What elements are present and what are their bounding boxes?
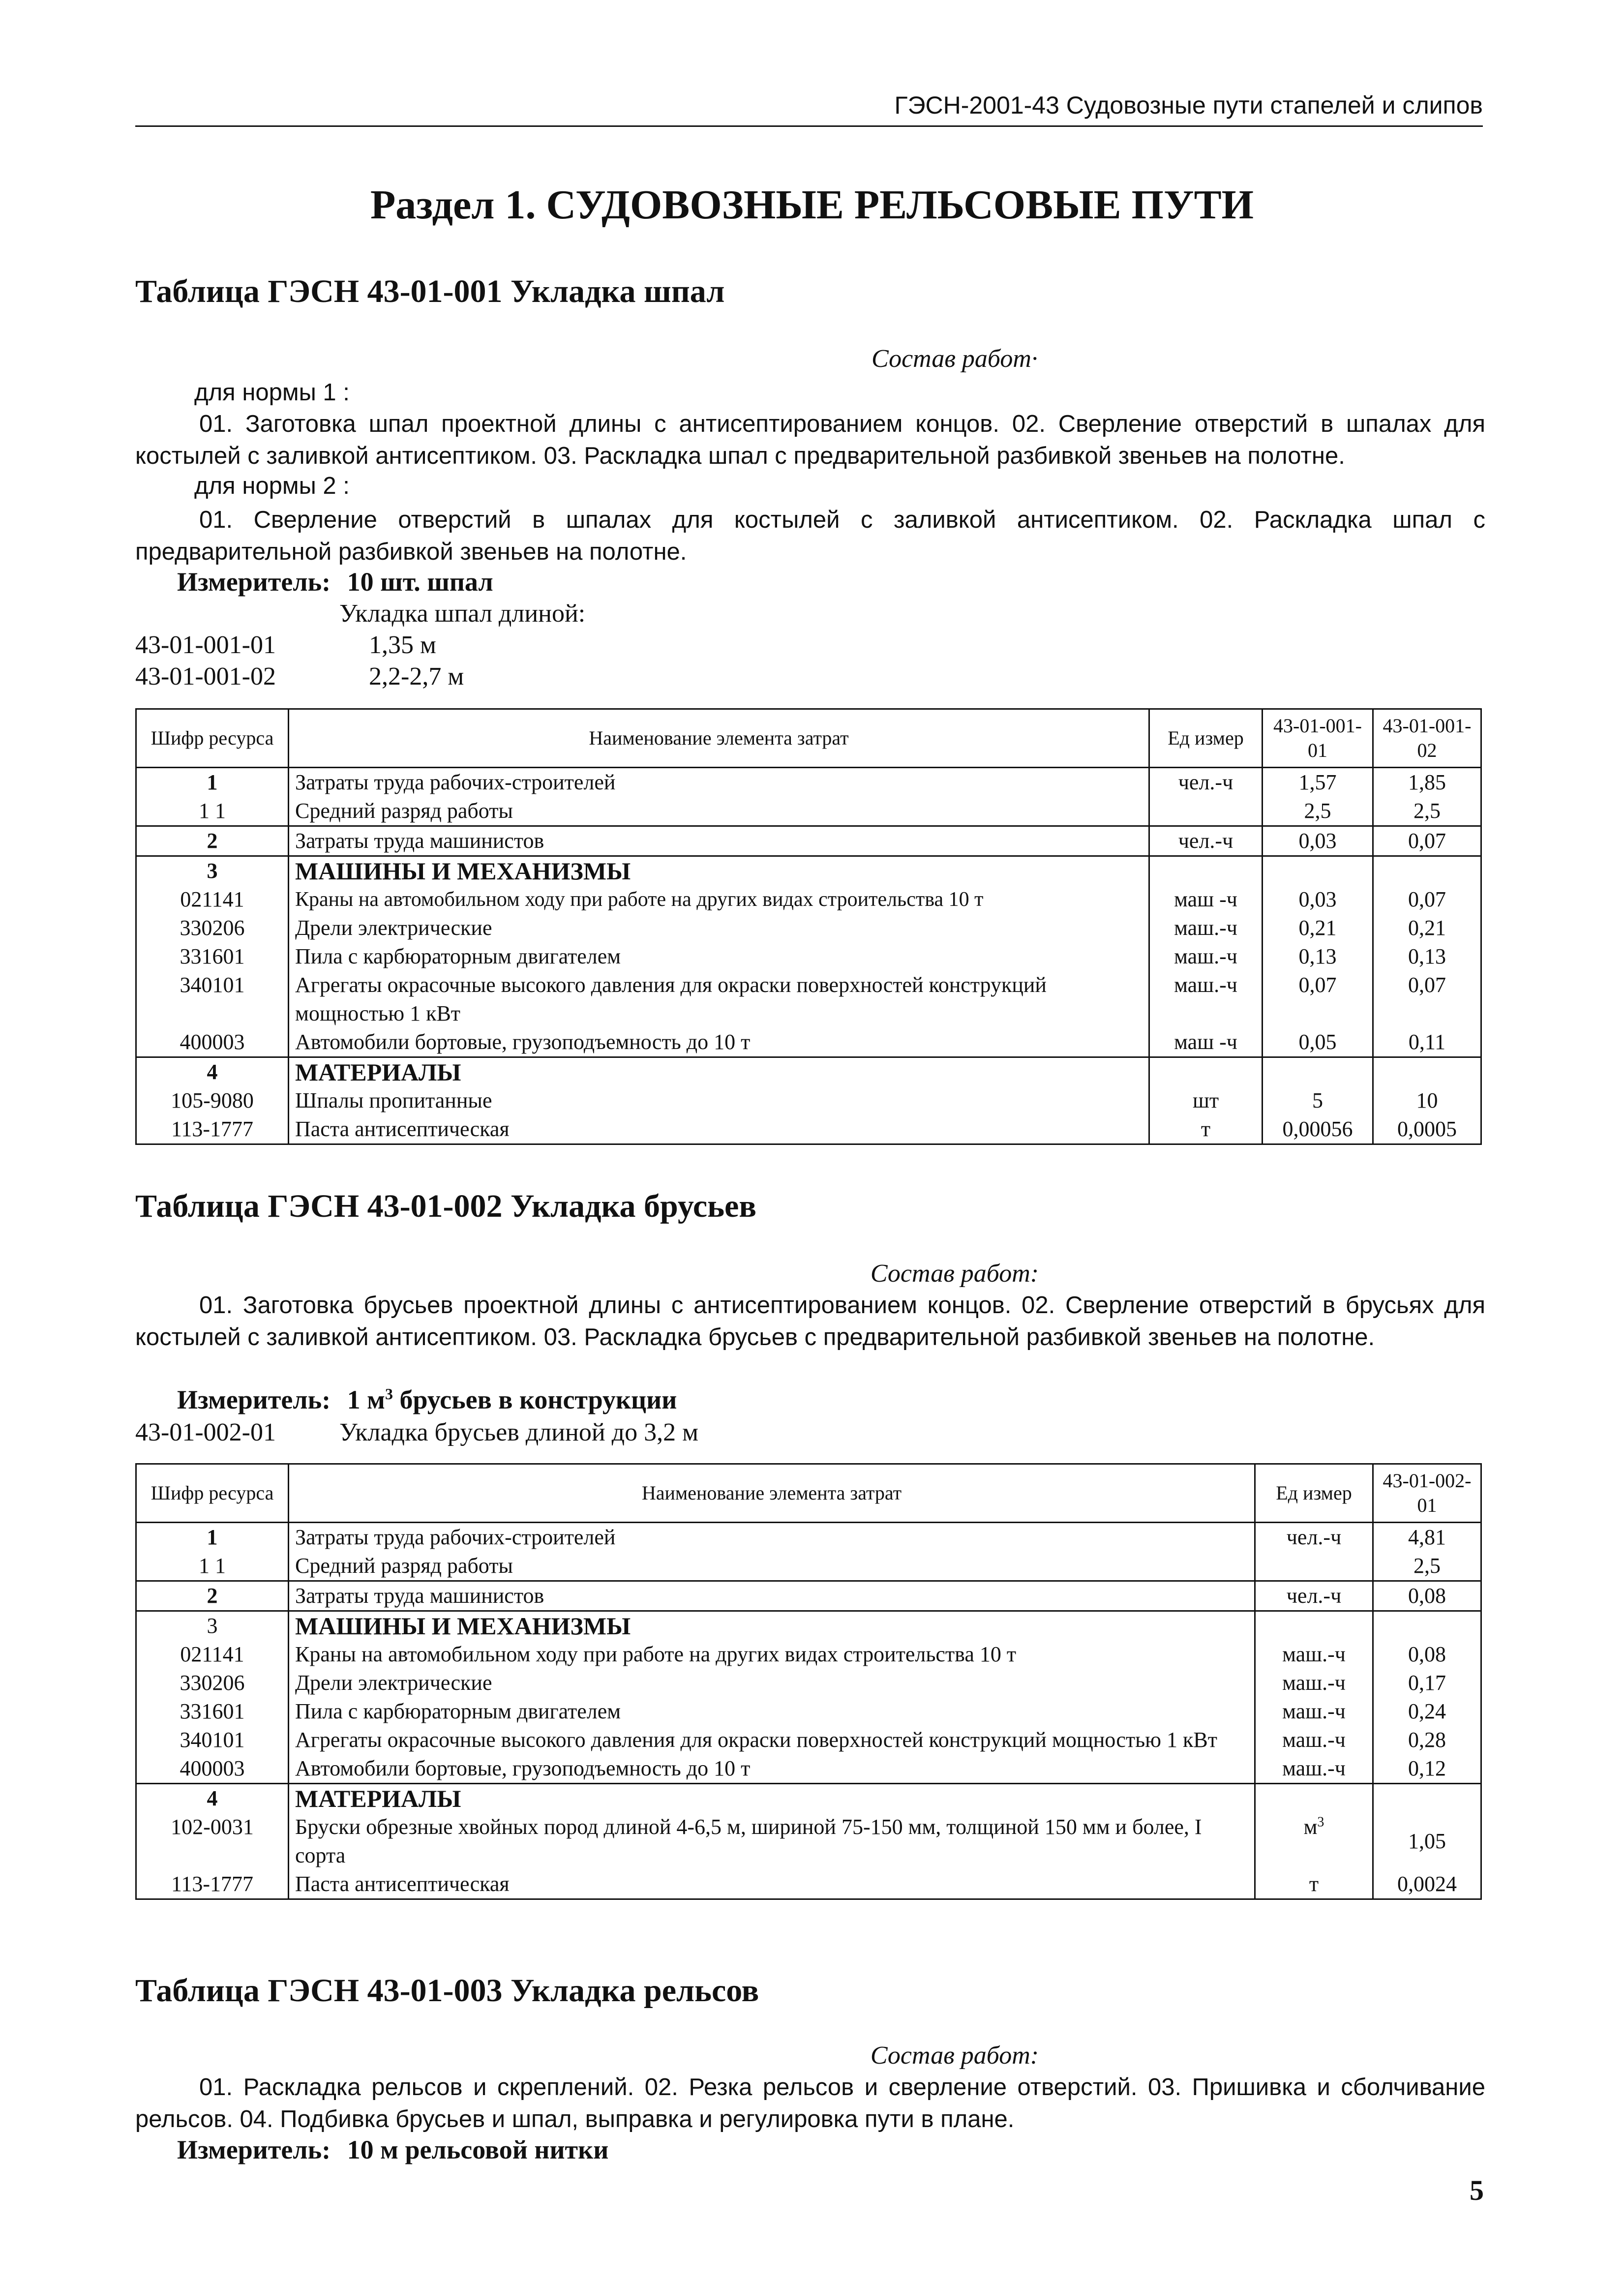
norm1-text: 01. Заготовка шпал проектной длины с антисептированием концов. 02. Сверление отверстий в шпалах для костылей с заливкой антисептиком. 03. Раскладка шпал с предварительной разбивкой звеньев на полотне. [135,411,1485,469]
norm2-label: для нормы 2 : [194,473,350,499]
variant-code: 43-01-002-01 [135,1418,276,1446]
cell-value: 0,0024 [1373,1870,1481,1899]
col-header-norm-1: 43-01-002-01 [1373,1464,1481,1523]
cell-value [1373,856,1481,886]
table-row [136,1813,1481,1870]
cell-unit: т [1149,1115,1263,1144]
cell-value: 0,24 [1373,1697,1481,1726]
table-row [136,768,1481,797]
unit-superscript: 3 [1317,1814,1324,1830]
cell-unit: маш.-ч [1255,1669,1373,1697]
cell-value: 0,07 [1373,971,1481,1028]
cell-code: 4 [136,1057,289,1087]
cell-unit: маш -ч [1149,885,1263,914]
cell-value: 0,0005 [1373,1115,1481,1144]
cell-value: 0,13 [1263,942,1373,971]
cell-value: 0,21 [1373,914,1481,942]
cell-unit [1149,797,1263,826]
cell-unit: чел.-ч [1255,1523,1373,1552]
cell-unit [1149,856,1263,886]
cell-value: 0,05 [1263,1028,1373,1057]
cell-unit: шт [1149,1086,1263,1115]
cell-value: 2,5 [1373,1552,1481,1581]
table-row [136,1669,1481,1697]
cell-name: Пила с карбюраторным двигателем [289,942,1149,971]
variant-desc: Укладка брусьев длиной до 3,2 м [339,1418,699,1446]
cell-unit: маш -ч [1149,1028,1263,1057]
cell-code: 330206 [136,914,289,942]
table-row [136,1784,1481,1813]
cell-unit [1255,1813,1373,1870]
cell-value: 0,00056 [1263,1115,1373,1144]
cell-unit [1255,1611,1373,1641]
cell-name: Затраты труда рабочих-строителей [289,768,1149,797]
cell-value: 0,07 [1263,971,1373,1028]
cell-value: 0,03 [1263,885,1373,914]
cell-unit: маш.-ч [1149,914,1263,942]
cell-code: 331601 [136,942,289,971]
table-row [136,914,1481,942]
col-header-name: Наименование элемента затрат [289,709,1149,768]
cell-value: 10 [1373,1086,1481,1115]
table-row [136,797,1481,826]
cell-code: 3 [136,1611,289,1641]
cell-name: Средний разряд работы [289,1552,1255,1581]
variant-row [135,1418,698,1447]
group-heading-materials: МАТЕРИАЛЫ [289,1784,1255,1813]
cell-name: Затраты труда рабочих-строителей [289,1523,1255,1552]
col-header-norm-2: 43-01-001-02 [1373,709,1481,768]
cell-value [1263,1057,1373,1087]
table-row [136,1870,1481,1899]
table-row [136,971,1481,1028]
cell-name: Паста антисептическая [289,1115,1149,1144]
cell-code: 102-0031 [136,1813,289,1870]
table-row [136,1697,1481,1726]
cell-code: 1 [136,1523,289,1552]
cell-name: Дрели электрические [289,914,1149,942]
group-heading-machines: МАШИНЫ И МЕХАНИЗМЫ [289,1611,1255,1641]
cell-code: 2 [136,826,289,856]
table-row [136,826,1481,856]
cell-name: Краны на автомобильном ходу при работе на других видах строительства 10 т [289,1640,1255,1669]
cell-unit: маш.-ч [1255,1640,1373,1669]
cell-name: Дрели электрические [289,1669,1255,1697]
table-title-43-01-002: Таблица ГЭСН 43-01-002 Укладка брусьев [135,1188,756,1224]
cell-code: 021141 [136,1640,289,1669]
table-row [136,1581,1481,1611]
table-row [136,1552,1481,1581]
cell-code: 340101 [136,971,289,1028]
variant-row [135,662,464,691]
table-row [136,1057,1481,1087]
cell-name: Пила с карбюраторным двигателем [289,1697,1255,1726]
resource-table-43-01-002 [135,1463,1482,1900]
cell-unit: чел.-ч [1255,1581,1373,1611]
cell-unit: чел.-ч [1149,768,1263,797]
cell-code: 113-1777 [136,1115,289,1144]
cell-value [1263,856,1373,886]
group-heading-materials: МАТЕРИАЛЫ [289,1057,1149,1087]
col-header-name: Наименование элемента затрат [289,1464,1255,1523]
meter-line [177,2134,608,2165]
cell-name: Бруски обрезные хвойных пород длиной 4-6,5 м, шириной 75-150 мм, толщиной 150 мм и более, I сорта [289,1813,1255,1870]
col-header-unit: Ед измер [1255,1464,1373,1523]
cell-value [1373,1784,1481,1813]
cell-unit: маш.-ч [1149,971,1263,1028]
cell-unit: чел.-ч [1149,826,1263,856]
cell-name: Автомобили бортовые, грузоподъемность до 10 т [289,1754,1255,1784]
cell-value: 0,11 [1373,1028,1481,1057]
col-header-unit: Ед измер [1149,709,1263,768]
table-row [136,1611,1481,1641]
resource-table-43-01-001 [135,708,1482,1145]
cell-value: 0,13 [1373,942,1481,971]
variant-desc: 1,35 м [369,631,436,659]
composition-heading: Состав работ: [870,2042,1039,2070]
meter-line [177,567,493,597]
variant-code: 43-01-001-02 [135,662,276,691]
composition-heading: Состав работ: [870,1260,1039,1288]
cell-code: 331601 [136,1697,289,1726]
table-title-43-01-001: Таблица ГЭСН 43-01-001 Укладка шпал [135,273,725,309]
cell-value: 0,17 [1373,1669,1481,1697]
page-number: 5 [1470,2174,1484,2206]
cell-unit: маш.-ч [1255,1697,1373,1726]
meter-label: Измеритель: [177,567,331,597]
cell-name: Шпалы пропитанные [289,1086,1149,1115]
cell-name: Паста антисептическая [289,1870,1255,1899]
norm2-text: 01. Сверление отверстий в шпалах для костылей с заливкой антисептиком. 02. Раскладка шпал с предварительной разбивкой звеньев на полотне. [135,507,1485,565]
cell-value [1373,1611,1481,1641]
cell-code: 3 [136,856,289,886]
col-header-code: Шифр ресурса [136,709,289,768]
cell-value: 1,57 [1263,768,1373,797]
cell-unit: т [1255,1870,1373,1899]
cell-value: 2,5 [1263,797,1373,826]
table-row [136,942,1481,971]
meter-line [177,1384,677,1415]
cell-unit: маш.-ч [1255,1754,1373,1784]
cell-unit: маш.-ч [1149,942,1263,971]
cell-name: Затраты труда машинистов [289,826,1149,856]
cell-value: 0,08 [1373,1581,1481,1611]
cell-name: Краны на автомобильном ходу при работе на других видах строительства 10 т [289,885,1149,914]
table-row [136,1726,1481,1754]
cell-name: Средний разряд работы [289,797,1149,826]
cell-code: 340101 [136,1726,289,1754]
cell-unit: маш.-ч [1255,1726,1373,1754]
meter-value: 10 шт. шпал [347,567,493,597]
table-row [136,1115,1481,1144]
meter-value-rest: брусьев в конструкции [392,1385,677,1414]
unit-text: м [1303,1815,1318,1839]
cell-unit [1149,1057,1263,1087]
running-header: ГЭСН-2001-43 Судовозные пути стапелей и слипов [135,91,1483,127]
section-title: Раздел 1. СУДОВОЗНЫЕ РЕЛЬСОВЫЕ ПУТИ [370,182,1254,228]
meter-superscript: 3 [385,1385,393,1403]
cell-code: 2 [136,1581,289,1611]
norm1-label: для нормы 1 : [194,379,350,406]
cell-name: Автомобили бортовые, грузоподъемность до 10 т [289,1028,1149,1057]
cell-value: 0,28 [1373,1726,1481,1754]
cell-code: 400003 [136,1028,289,1057]
cell-code: 105-9080 [136,1086,289,1115]
cell-code: 1 [136,768,289,797]
cell-code: 021141 [136,885,289,914]
cell-value: 0,07 [1373,885,1481,914]
cell-code: 4 [136,1784,289,1813]
group-heading-machines: МАШИНЫ И МЕХАНИЗМЫ [289,856,1149,886]
cell-name: Затраты труда машинистов [289,1581,1255,1611]
variant-code: 43-01-001-01 [135,631,276,659]
composition-text: 01. Раскладка рельсов и скреплений. 02. Резка рельсов и сверление отверстий. 03. Пришивка и сболчивание рельсов. 04. Подбивка брусьев и шпал, выправка и регулировка пути в плане. [135,2074,1485,2132]
table-row [136,1640,1481,1669]
table-title-43-01-003: Таблица ГЭСН 43-01-003 Укладка рельсов [135,1973,759,2009]
col-header-norm-1: 43-01-001-01 [1263,709,1373,768]
variant-heading: Укладка шпал длиной: [339,600,586,628]
cell-code: 113-1777 [136,1870,289,1899]
cell-value: 0,07 [1373,826,1481,856]
cell-unit [1255,1784,1373,1813]
cell-value: 0,21 [1263,914,1373,942]
cell-value: 0,12 [1373,1754,1481,1784]
table-row [136,1086,1481,1115]
variant-desc: 2,2-2,7 м [369,662,464,691]
composition-heading: Состав работ· [872,345,1038,373]
cell-name: Агрегаты окрасочные высокого давления для окраски поверхностей конструкций мощностью 1 кВт [289,971,1149,1028]
cell-value: 5 [1263,1086,1373,1115]
meter-label: Измеритель: [177,1385,331,1414]
meter-label: Измеритель: [177,2135,331,2164]
table-row [136,856,1481,886]
cell-value: 1,05 [1373,1813,1481,1870]
table-row [136,1028,1481,1057]
cell-unit [1255,1552,1373,1581]
table-row [136,885,1481,914]
cell-value [1373,1057,1481,1087]
meter-value: 10 м рельсовой нитки [347,2135,609,2164]
cell-code: 330206 [136,1669,289,1697]
cell-value: 0,03 [1263,826,1373,856]
col-header-code: Шифр ресурса [136,1464,289,1523]
meter-value: 1 м [347,1385,385,1414]
variant-row [135,631,436,660]
cell-code: 1 1 [136,797,289,826]
cell-value: 0,08 [1373,1640,1481,1669]
composition-text: 01. Заготовка брусьев проектной длины с антисептированием концов. 02. Сверление отверстий в брусьях для костылей с заливкой антисептиком. 03. Раскладка брусьев с предварительной разбивкой звеньев на полотне. [135,1292,1485,1351]
cell-name: Агрегаты окрасочные высокого давления для окраски поверхностей конструкций мощностью 1 кВт [289,1726,1255,1754]
table-row [136,1754,1481,1784]
cell-value: 2,5 [1373,797,1481,826]
cell-code: 400003 [136,1754,289,1784]
cell-value: 1,85 [1373,768,1481,797]
cell-value: 4,81 [1373,1523,1481,1552]
cell-code: 1 1 [136,1552,289,1581]
table-row [136,1523,1481,1552]
